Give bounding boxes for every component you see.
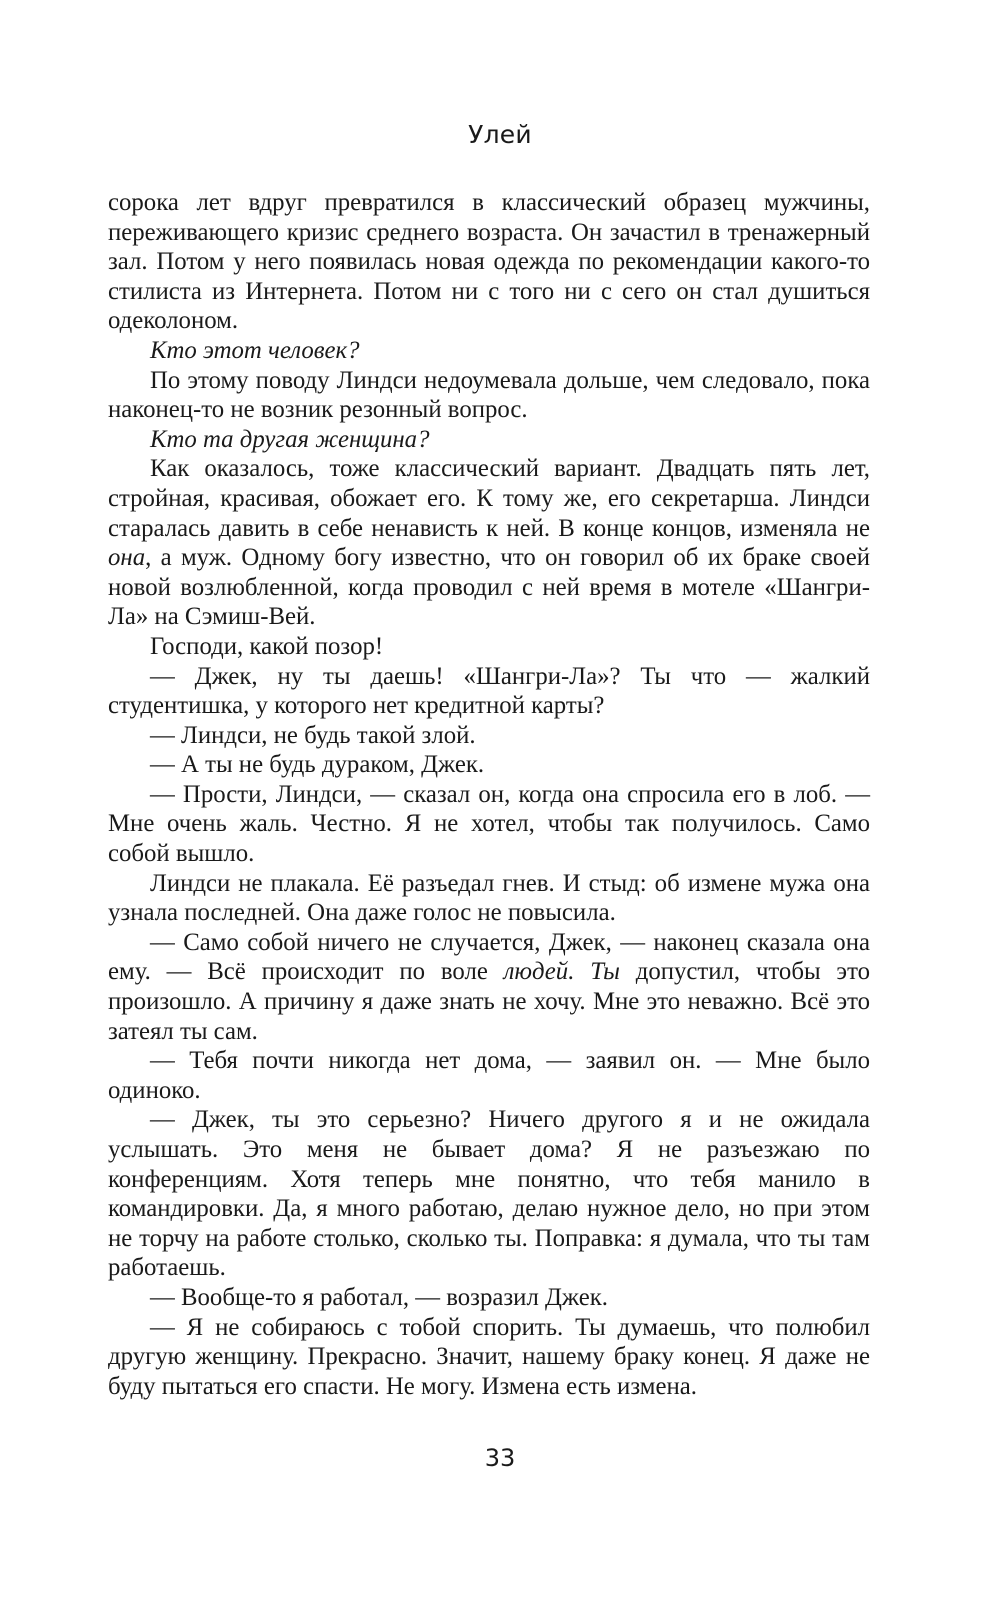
paragraph: сорока лет вдруг превратился в классический образец мужчины, переживающего кризис среднего возраста. Он зачастил в тренажерный зал. Потом у него появилась новая одежда по рекомендации какого-то стилиста из Интернета. Потом ни с того ни с сего он стал душиться одеколоном. [108, 189, 870, 335]
dialogue-line: — Я не собираюсь с тобой спорить. Ты думаешь, что полюбил другую женщину. Прекрасно. Значит, нашему браку конец. Я даже не буду пытаться его спасти. Не могу. Измена есть измена. [108, 1313, 870, 1400]
dialogue-line: — Джек, ну ты даешь! «Шангри-Ла»? Ты что — жалкий студентишка, у которого нет кредитной карты? [108, 662, 870, 720]
paragraph: Линдси не плакала. Её разъедал гнев. И стыд: об измене мужа она узнала последней. Она даже голос не повысила. [108, 869, 870, 927]
dialogue-line: — Прости, Линдси, — сказал он, когда она спросила его в лоб. — Мне очень жаль. Честно. Я не хотел, чтобы так получилось. Само собой вышло. [108, 780, 870, 868]
dialogue-line: — А ты не будь дураком, Джек. [150, 751, 485, 779]
dialogue-line: — Тебя почти никогда нет дома, — заявил он. — Мне было одиноко. [108, 1047, 870, 1104]
text-run: допустил, чтобы это произошло. А причину я даже знать не хочу. Мне это неважно. Всё это затеял ты сам. [108, 958, 870, 1045]
dialogue-line: — Вообще-то я работал, — возразил Джек. [150, 1283, 608, 1311]
emphasis: людей. Ты [503, 958, 620, 986]
dialogue-line: — Линдси, не будь такой злой. [150, 721, 476, 749]
paragraph: По этому поводу Линдси недоумевала дольше, чем следовало, пока наконец-то не возник резонный вопрос. [108, 366, 870, 424]
text-run: , а муж. Одному богу известно, что он говорил об их браке своей новой возлюбленной, когда проводил с ней время в мотеле «Шангри-Ла» на Сэмиш-Вей. [108, 544, 870, 631]
paragraph: Господи, какой позор! [150, 632, 384, 660]
running-header: Улей [468, 120, 532, 149]
text-run: — Само собой ничего не случается, Джек, — наконец сказала она ему. — Всё происходит по воле [108, 928, 870, 986]
dialogue-line [108, 928, 870, 1046]
page-body [108, 188, 870, 1401]
text-run: Как оказалось, тоже классический вариант. Двадцать пять лет, стройная, красивая, обожает его. К тому же, его секретарша. Линдси старалась давить в себе ненависть к ней. В конце концов, изменяла не [108, 455, 870, 542]
paragraph [108, 454, 870, 632]
paragraph-italic: Кто та другая женщина? [150, 425, 430, 453]
emphasis: она [108, 544, 146, 572]
paragraph-italic: Кто этот человек? [150, 336, 360, 364]
dialogue-line: — Джек, ты это серьезно? Ничего другого я и не ожидала услышать. Это меня не бывает дома? Я не разъезжаю по конференциям. Хотя теперь мне понятно, что тебя манило в командировки. Да, я много работаю, делаю нужное дело, но при этом не торчу на работе столько, сколько ты. Поправка: я думала, что ты там работаешь. [108, 1106, 870, 1282]
page-number: 33 [484, 1444, 516, 1472]
